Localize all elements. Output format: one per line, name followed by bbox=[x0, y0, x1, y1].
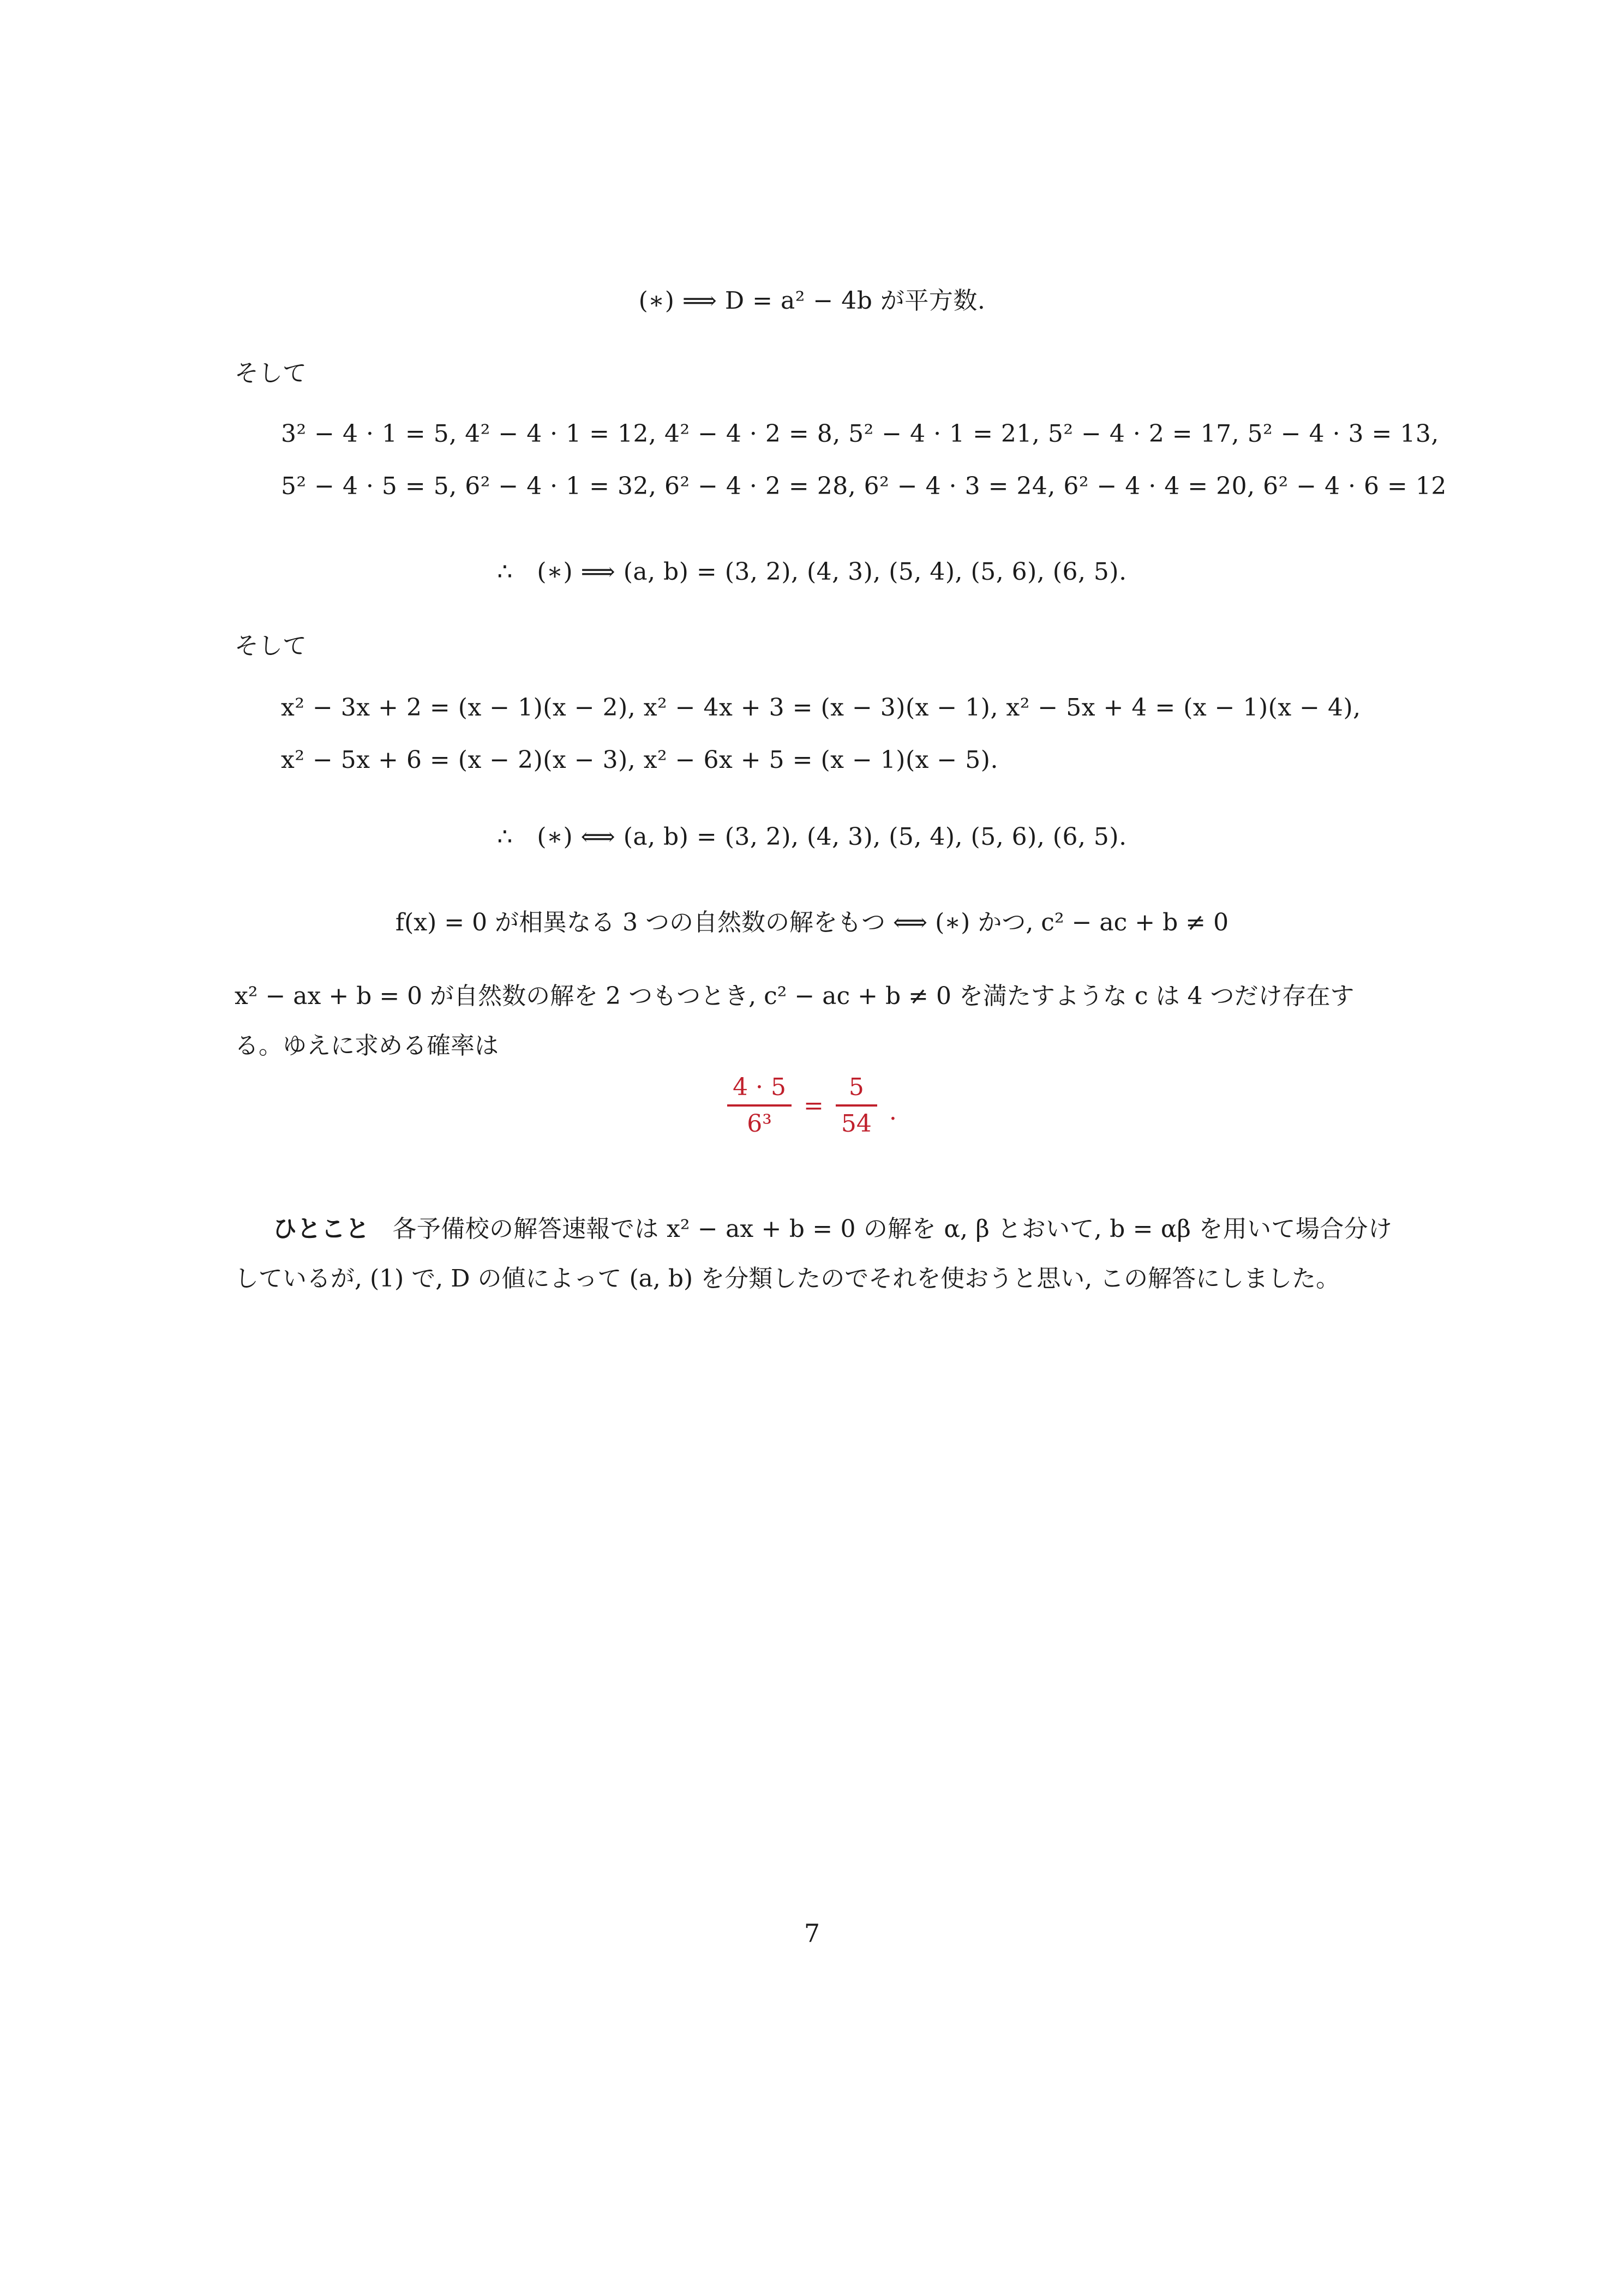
fraction-left bbox=[727, 1073, 792, 1138]
hitokoto-paragraph bbox=[235, 1204, 1392, 1303]
connector-soshite-2: そして bbox=[235, 632, 307, 660]
hitokoto-label: ひとこと bbox=[273, 1215, 370, 1243]
probability-equals-sign: = bbox=[804, 1091, 824, 1120]
fraction-left-denominator: 6³ bbox=[747, 1110, 772, 1138]
factorization-line-1: x² − 3x + 2 = (x − 1)(x − 2), x² − 4x + 3 = (x − 3)(x − 1), x² − 5x + 4 = (x − 1)(x − 4), bbox=[281, 694, 1361, 722]
fraction-left-numerator: 4 · 5 bbox=[733, 1073, 787, 1101]
therefore-pairs-implies: ∴ (∗) ⟹ (a, b) = (3, 2), (4, 3), (5, 4), (5, 6), (6, 5). bbox=[497, 558, 1127, 586]
hitokoto-body: 各予備校の解答速報では x² − ax + b = 0 の解を α, β とおいて, b = αβ を用いて場合分けしているが, (1) で, D の値によって (a, b) を分類したのでそれを使おうと思い, この解答にしました。 bbox=[235, 1215, 1392, 1293]
fraction-right-denominator: 54 bbox=[841, 1110, 872, 1138]
equation-discriminant: (∗) ⟹ D = a² − 4b が平方数. bbox=[638, 287, 986, 315]
calculation-block bbox=[281, 408, 1447, 513]
factorization-block bbox=[281, 682, 1439, 786]
probability-paragraph-line-2: る。ゆえに求める確率は bbox=[235, 1032, 499, 1060]
calculation-line-1: 3² − 4 · 1 = 5, 4² − 4 · 1 = 12, 4² − 4 · 2 = 8, 5² − 4 · 1 = 21, 5² − 4 · 2 = 17, 5² − 4 · 3 = 13, bbox=[281, 420, 1439, 448]
fx-condition-line: f(x) = 0 が相異なる 3 つの自然数の解をもつ ⟺ (∗) かつ, c² − ac + b ≠ 0 bbox=[395, 909, 1229, 936]
page-number: 7 bbox=[804, 1919, 820, 1948]
probability-paragraph-line-1: x² − ax + b = 0 が自然数の解を 2 つもつとき, c² − ac + b ≠ 0 を満たすような c は 4 つだけ存在す bbox=[235, 982, 1355, 1010]
fraction-right-numerator: 5 bbox=[848, 1073, 864, 1101]
probability-result-equation bbox=[0, 1073, 1624, 1138]
connector-soshite-1: そして bbox=[235, 359, 307, 387]
calculation-line-2: 5² − 4 · 5 = 5, 6² − 4 · 1 = 32, 6² − 4 · 2 = 28, 6² − 4 · 3 = 24, 6² − 4 · 4 = 20, 6² − 4 · 6 = 12 bbox=[281, 472, 1447, 500]
factorization-line-2: x² − 5x + 6 = (x − 2)(x − 3), x² − 6x + 5 = (x − 1)(x − 5). bbox=[281, 746, 998, 774]
fraction-right bbox=[836, 1073, 877, 1138]
probability-period: . bbox=[889, 1098, 897, 1126]
therefore-pairs-iff: ∴ (∗) ⟺ (a, b) = (3, 2), (4, 3), (5, 4), (5, 6), (6, 5). bbox=[497, 823, 1127, 851]
